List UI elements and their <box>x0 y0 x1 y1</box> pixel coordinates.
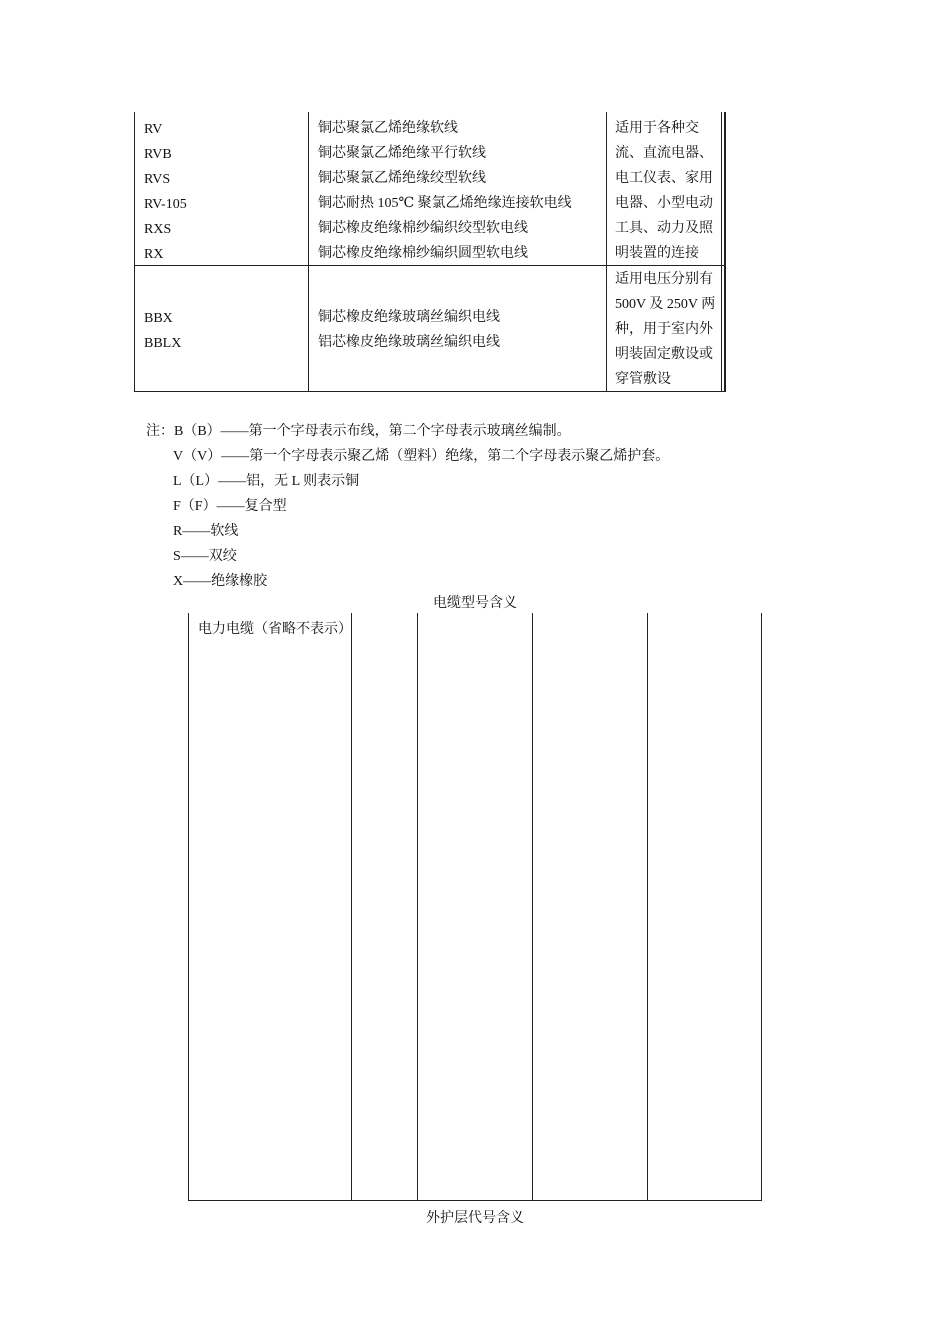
usage-line: 工具、动力及照 <box>615 221 713 236</box>
row2-names <box>318 305 500 355</box>
table-divider-1 <box>308 112 309 392</box>
notes-block <box>146 419 669 594</box>
row1-models <box>144 117 187 267</box>
row1-usage <box>615 116 713 266</box>
model-name: 铜芯耐热 105℃ 聚氯乙烯绝缘连接软电线 <box>318 196 572 211</box>
usage-line: 适用电压分别有 <box>615 272 713 287</box>
note-line: F（F）——复合型 <box>173 499 287 514</box>
usage-line: 电工仪表、家用 <box>615 171 713 186</box>
usage-line: 种，用于室内外 <box>615 322 713 337</box>
model-code: RX <box>144 247 164 262</box>
cable-table-divider <box>351 613 352 1201</box>
row1-names <box>318 116 572 266</box>
table-border-left <box>134 112 135 392</box>
model-name: 铜芯聚氯乙烯绝缘平行软线 <box>318 146 486 161</box>
table-border-right-inner <box>721 112 722 392</box>
table-border-right-outer <box>724 112 726 392</box>
model-code: RVB <box>144 147 172 162</box>
row2-usage <box>615 267 715 392</box>
usage-line: 500V 及 250V 两 <box>615 297 716 312</box>
cable-table-divider <box>647 613 648 1201</box>
cable-table-bottom <box>188 1200 762 1201</box>
cable-caption: 电缆型号含义 <box>433 596 517 611</box>
note-line: V（V）——第一个字母表示聚乙烯（塑料）绝缘，第二个字母表示聚乙烯护套。 <box>173 449 670 464</box>
model-code: RVS <box>144 172 171 187</box>
model-name: 铝芯橡皮绝缘玻璃丝编织电线 <box>318 335 500 350</box>
model-code: RV-105 <box>144 197 187 212</box>
cable-table <box>188 613 762 1201</box>
note-line: X——绝缘橡胶 <box>173 574 268 589</box>
note-line: L（L）——铝，无 L 则表示铜 <box>173 474 360 489</box>
cable-table-divider <box>532 613 533 1201</box>
cable-table-right <box>761 613 762 1201</box>
sheath-caption: 外护层代号含义 <box>426 1211 524 1226</box>
cable-table-divider <box>417 613 418 1201</box>
model-code: BBX <box>144 311 173 326</box>
usage-line: 流、直流电器、 <box>615 146 713 161</box>
table-divider-2 <box>606 112 607 392</box>
wire-type-table <box>134 112 726 392</box>
usage-line: 明装置的连接 <box>615 246 699 261</box>
model-name: 铜芯聚氯乙烯绝缘绞型软线 <box>318 171 486 186</box>
usage-line: 电器、小型电动 <box>615 196 713 211</box>
model-code: RV <box>144 122 163 137</box>
cable-first-cell: 电力电缆（省略不表示） <box>198 622 352 637</box>
model-name: 铜芯橡皮绝缘棉纱编织绞型软电线 <box>318 221 528 236</box>
model-code: RXS <box>144 222 172 237</box>
usage-line: 适用于各种交 <box>615 121 699 136</box>
model-name: 铜芯聚氯乙烯绝缘软线 <box>318 121 458 136</box>
note-line: 注：B（B）——第一个字母表示布线，第二个字母表示玻璃丝编制。 <box>146 424 571 439</box>
model-name: 铜芯橡皮绝缘玻璃丝编织电线 <box>318 310 500 325</box>
usage-line: 穿管敷设 <box>615 372 671 387</box>
row2-models <box>144 306 181 356</box>
model-code: BBLX <box>144 336 182 351</box>
usage-line: 明装固定敷设或 <box>615 347 713 362</box>
note-line: R——软线 <box>173 524 239 539</box>
cable-table-left <box>188 613 189 1201</box>
note-line: S——双绞 <box>173 549 237 564</box>
model-name: 铜芯橡皮绝缘棉纱编织圆型软电线 <box>318 246 528 261</box>
